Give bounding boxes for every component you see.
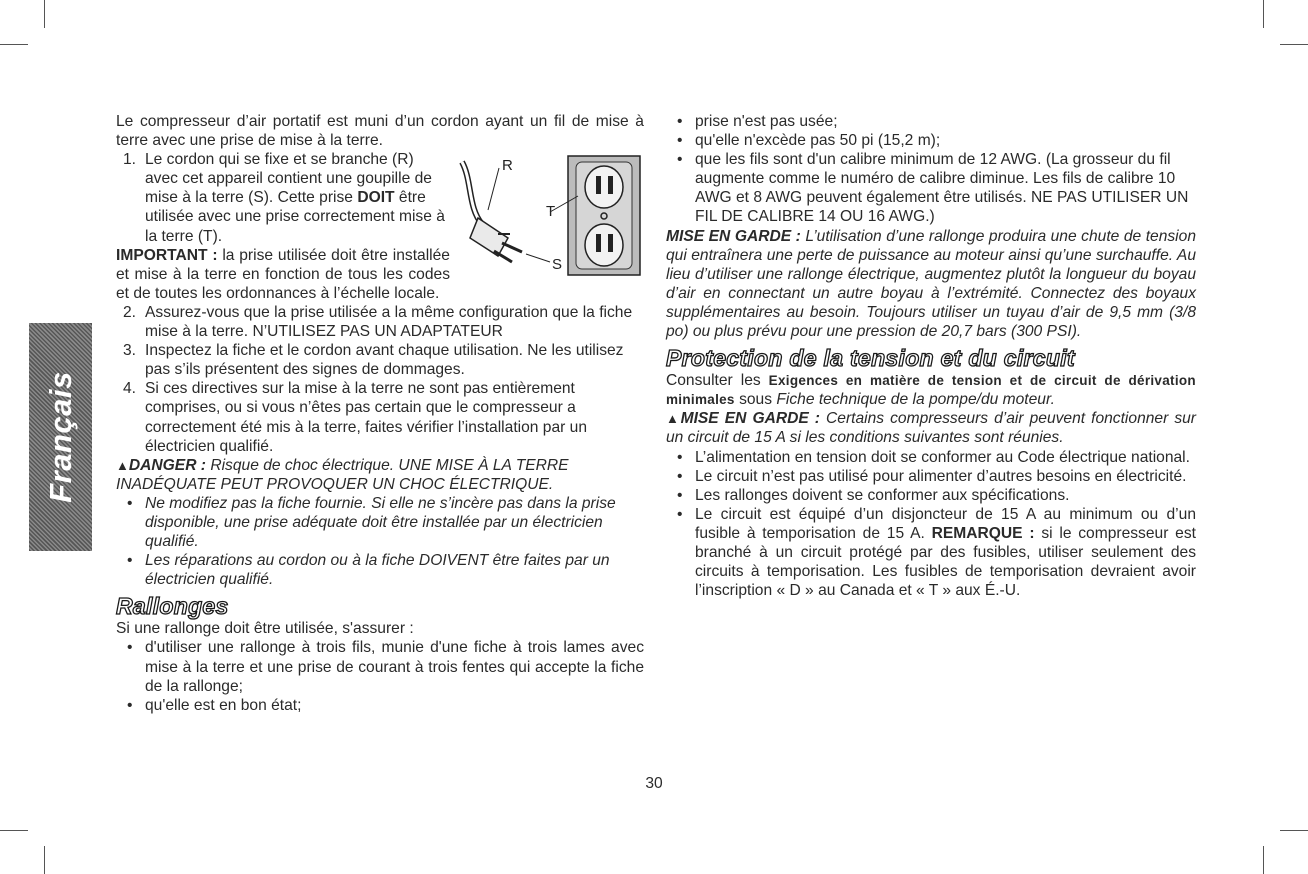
circuit-warning — [666, 409, 1196, 447]
step-2-number: 2. — [123, 303, 137, 321]
figure-label-s: S — [552, 256, 563, 274]
step-1 — [116, 150, 644, 245]
consult-italic: Fiche technique de la pompe/du moteur. — [776, 391, 1055, 409]
condition-bullet: • L’alimentation en tension doit se conformer au Code électrique national. — [666, 448, 1196, 467]
page-number: 30 — [645, 775, 663, 792]
warning-triangle-icon: ▲ — [666, 411, 681, 427]
rallonges-bullet: • qu'elle est en bon état; — [116, 696, 644, 715]
rallonges-bullet: • prise n'est pas usée; — [666, 112, 1196, 131]
intro-paragraph: Le compresseur d’air portatif est muni d’un cordon ayant un fil de mise à terre avec une prise de mise à la terre. — [116, 113, 644, 150]
consult-bold: Exigences en matière de tension et de circuit de dérivation minimales — [666, 373, 1196, 408]
left-column — [116, 112, 644, 715]
extension-cord-warning — [666, 227, 1196, 342]
remarque-text: si le compresseur est branché à un circuit protégé par des fusibles, utiliser seulement des circuits à temporisation. Les fusibles de temporisation devraient avoir l’inscription « D » au Canada et « T » aux É.-U. — [695, 524, 1196, 600]
condition-bullet: • Les rallonges doivent se conformer aux spécifications. — [666, 486, 1196, 505]
step-4-number: 4. — [123, 380, 137, 398]
rallonges-bullet: • qu'elle n'excède pas 50 pi (15,2 m); — [666, 131, 1196, 150]
step-1-text: Le cordon qui se fixe et se branche (R) avec cet appareil contient une goupille de mise à la terre (S). Cette prise — [145, 151, 432, 207]
condition-bullet: • Le circuit n’est pas utilisé pour alimenter d’autres besoins en électricité. — [666, 467, 1196, 486]
danger-triangle-icon: ▲ — [116, 457, 129, 473]
step-1-bold: DOIT — [357, 189, 395, 207]
crop-mark — [0, 44, 28, 45]
rallonges-bullet: • d'utiliser une rallonge à trois fils, munie d'une fiche à trois lames avec mise à la terre et une prise de courant à trois fentes qui accepte la fiche de la rallonge; — [116, 638, 644, 695]
warning-label: MISE EN GARDE : — [666, 227, 801, 245]
language-side-tab — [29, 323, 92, 551]
side-tab-label: Français — [42, 371, 78, 503]
step-2 — [116, 303, 644, 341]
step-1-end: être utilisée avec une prise correctement mise à la terre (T). — [145, 189, 445, 245]
crop-mark — [1263, 0, 1264, 28]
step-4 — [116, 379, 644, 455]
danger-label: DANGER : — [128, 456, 206, 474]
important-label: IMPORTANT : — [116, 246, 218, 264]
consult-mid: sous — [739, 391, 773, 409]
consult-paragraph — [666, 371, 1196, 409]
warning-text: L’utilisation d’une rallonge produira une chute de tension qui entraînera une perte de puissance au moteur ainsi qu’une surchauffe. Au lieu d’utiliser une rallonge électrique, augmentez plutôt la longueur du boyau d’air en connectant un autre boyau à l’extrémité. Connectez des boyaux supplémentaires au besoin. Toujours utiliser un tuyau d’air de 9,5 mm (3/8 po) ou plus prévu pour une pression de 20,7 bars (300 PSI). — [666, 227, 1196, 341]
crop-mark — [44, 846, 45, 874]
rallonges-heading: Rallonges — [116, 593, 229, 620]
danger-bullet: • Ne modifiez pas la fiche fournie. Si elle ne s’incère pas dans la prise disponible, une prise adéquate doit être installée par un électricien qualifié. — [116, 494, 644, 551]
step-3-number: 3. — [123, 342, 137, 360]
condition-bullet — [666, 505, 1196, 600]
step-1-number: 1. — [123, 151, 137, 169]
crop-mark — [1263, 846, 1264, 874]
figure-label-t: T — [546, 203, 556, 221]
danger-text: Risque de choc électrique. UNE MISE À LA TERRE INADÉQUATE PEUT PROVOQUER UN CHOC ÉLECTRIQUE. — [116, 456, 569, 493]
danger-bullet: • Les réparations au cordon ou à la fiche DOIVENT être faites par un électricien qualifié. — [116, 551, 644, 589]
rallonges-bullet: • que les fils sont d'un calibre minimum de 12 AWG. (La grosseur du fil augmente comme le numéro de calibre diminue. Les fils de calibre 10 AWG et 8 AWG peuvent également être utilisés. NE PAS UTILISER UN FIL DE CALIBRE 14 OU 16 AWG.) — [666, 150, 1196, 226]
circuit-warning-label: MISE EN GARDE : — [680, 410, 820, 428]
crop-mark — [1280, 830, 1308, 831]
condition-text: Le circuit est équipé d’un disjoncteur de 15 A au minimum ou d’un fusible à temporisation de 15 A. — [695, 505, 1196, 542]
important-text: la prise utilisée doit être installée et mise à la terre en fonction de tous les codes et de toutes les ordonnances à l’échelle locale. — [116, 246, 450, 302]
remarque-label: REMARQUE : — [931, 524, 1035, 542]
crop-mark — [1280, 44, 1308, 45]
crop-mark — [0, 830, 28, 831]
crop-mark — [44, 0, 45, 28]
step-3-text: Inspectez la fiche et le cordon avant chaque utilisation. Ne les utilisez pas s’ils présentent des signes de dommages. — [145, 342, 624, 379]
step-2-text: Assurez-vous que la prise utilisée a la même configuration que la fiche mise à la terre. N’UTILISEZ PAS UN ADAPTATEUR — [145, 303, 633, 341]
right-column — [666, 112, 1196, 600]
step-3 — [116, 341, 644, 379]
danger-warning — [116, 456, 644, 494]
circuit-warning-text: Certains compresseurs d’air peuvent fonctionner sur un circuit de 15 A si les conditions suivantes sont réunies. — [666, 410, 1196, 447]
consult-prefix: Consulter les — [666, 372, 761, 390]
figure-label-r: R — [502, 157, 513, 175]
rallonges-intro: Si une rallonge doit être utilisée, s'assurer : — [116, 620, 414, 638]
protection-heading: Protection de la tension et du circuit — [666, 345, 1075, 372]
step-4-text: Si ces directives sur la mise à la terre ne sont pas entièrement comprises, ou si vous n’êtes pas certain que le compresseur a correctement été mis à la terre, faites vérifier l’installation par un électricien qualifié. — [145, 380, 588, 455]
